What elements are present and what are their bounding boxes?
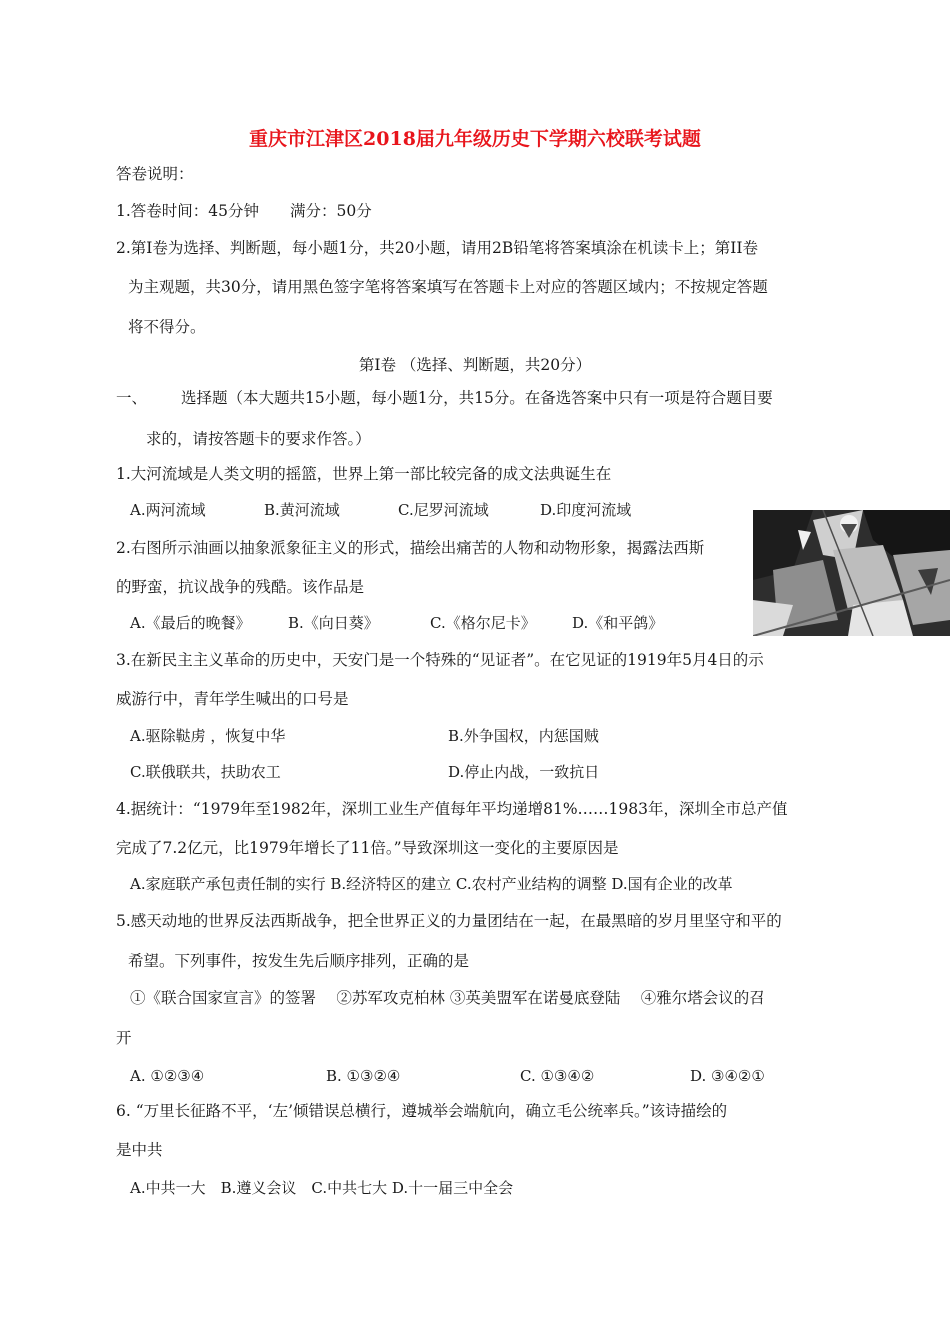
q4-stem-line-2: 完成了7.2亿元，比1979年增长了11倍。”导致深圳这一变化的主要原因是 bbox=[116, 839, 619, 857]
q5-stem-line-2: 希望。下列事件，按发生先后顺序排列，正确的是 bbox=[128, 952, 470, 970]
q1-option-a: A.两河流域 bbox=[130, 501, 206, 519]
q3-stem-line-2: 威游行中，青年学生喊出的口号是 bbox=[116, 690, 349, 708]
q2-option-b: B.《向日葵》 bbox=[288, 614, 379, 632]
instructions-item-1: 1.答卷时间：45分钟 满分：50分 bbox=[116, 202, 372, 220]
q1-stem: 1.大河流域是人类文明的摇篮，世界上第一部比较完备的成文法典诞生在 bbox=[116, 465, 612, 483]
q3-option-b: B.外争国权，内惩国贼 bbox=[448, 727, 599, 745]
q2-stem-line-1: 2.右图所示油画以抽象派象征主义的形式，描绘出痛苦的人物和动物形象，揭露法西斯 bbox=[116, 539, 705, 557]
q2-option-d: D.《和平鸽》 bbox=[572, 614, 664, 632]
q1-option-b: B.黄河流域 bbox=[264, 501, 340, 519]
section-number: 一、 bbox=[116, 389, 148, 407]
q6-options: A.中共一大 B.遵义会议 C.中共七大 D.十一届三中全会 bbox=[130, 1179, 514, 1197]
q1-option-d: D.印度河流域 bbox=[540, 501, 632, 519]
q2-option-a: A.《最后的晚餐》 bbox=[130, 614, 251, 632]
instructions-item-2-line-3: 将不得分。 bbox=[128, 318, 206, 336]
q5-option-c: C. ①③④② bbox=[520, 1067, 595, 1085]
instructions-item-2-line-1: 2.第Ⅰ卷为选择、判断题，每小题1分，共20小题，请用2B铅笔将答案填涂在机读卡上；第II卷 bbox=[116, 239, 758, 257]
q3-option-a: A.驱除鞑虏 ，恢复中华 bbox=[130, 727, 286, 745]
q1-option-c: C.尼罗河流域 bbox=[398, 501, 489, 519]
q6-stem-line-1: 6. “万里长征路不平，‘左’倾错误总横行，遵城举会端航向，确立毛公统率兵。”该诗描绘的 bbox=[116, 1102, 728, 1120]
section-description-line-2: 求的，请按答题卡的要求作答。） bbox=[146, 430, 371, 448]
q5-option-b: B. ①③②④ bbox=[326, 1067, 401, 1085]
q2-stem-line-2: 的野蛮，抗议战争的残酷。该作品是 bbox=[116, 578, 365, 596]
page-title: 重庆市江津区2018届九年级历史下学期六校联考试题 bbox=[249, 128, 701, 150]
q5-option-a: A. ①②③④ bbox=[130, 1067, 205, 1085]
q5-events-line-1: ①《联合国家宣言》的签署 ②苏军攻克柏林 ③英美盟军在诺曼底登陆 ④雅尔塔会议的召 bbox=[130, 989, 765, 1007]
q5-events-line-2: 开 bbox=[116, 1029, 132, 1047]
q4-options: A.家庭联产承包责任制的实行 B.经济特区的建立 C.农村产业结构的调整 D.国有企业的改革 bbox=[130, 875, 733, 893]
q4-stem-line-1: 4.据统计：“1979年至1982年，深圳工业生产值每年平均递增81%……1983年，深圳全市总产值 bbox=[116, 800, 788, 818]
q5-option-d: D. ③④②① bbox=[690, 1067, 765, 1085]
instructions-heading: 答卷说明： bbox=[116, 165, 194, 183]
q3-stem-line-1: 3.在新民主主义革命的历史中，天安门是一个特殊的“见证者”。在它见证的1919年5月4日的示 bbox=[116, 651, 764, 669]
q3-option-c: C.联俄联共，扶助农工 bbox=[130, 763, 281, 781]
section-description-line-1: 选择题（本大题共15小题，每小题1分，共15分。在备选答案中只有一项是符合题目要 bbox=[181, 389, 773, 407]
q6-stem-line-2: 是中共 bbox=[116, 1141, 163, 1159]
q3-option-d: D.停止内战，一致抗日 bbox=[448, 763, 600, 781]
part1-heading: 第Ⅰ卷 （选择、判断题，共20分） bbox=[358, 356, 592, 374]
q2-option-c: C.《格尔尼卡》 bbox=[430, 614, 536, 632]
q5-stem-line-1: 5.感天动地的世界反法西斯战争，把全世界正义的力量团结在一起，在最黑暗的岁月里坚守和平的 bbox=[116, 912, 782, 930]
guernica-painting-icon bbox=[753, 510, 950, 636]
instructions-item-2-line-2: 为主观题，共30分，请用黑色签字笔将答案填写在答题卡上对应的答题区域内；不按规定答题 bbox=[128, 278, 768, 296]
